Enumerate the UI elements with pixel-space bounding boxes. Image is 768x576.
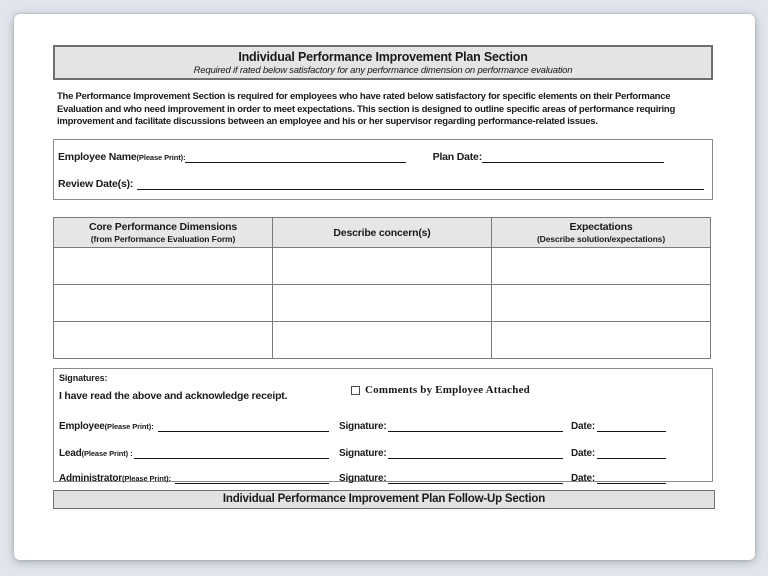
lead-print-label: Lead: [59, 448, 82, 459]
lead-date-field[interactable]: [597, 447, 666, 459]
administrator-please-print-label: (Please Print):: [121, 474, 171, 483]
form-document-sheet: [14, 14, 755, 560]
lead-signature-label: Signature:: [339, 448, 387, 459]
review-dates-label: Review Date(s):: [58, 178, 134, 190]
column-header-core-performance-dimensions: Core Performance Dimensions (from Performance Evaluation Form): [54, 218, 273, 248]
followup-section-bar: Individual Performance Improvement Plan Follow-Up Section: [53, 490, 715, 509]
employee-name-please-print-label: (Please Print):: [136, 153, 186, 162]
employee-print-field[interactable]: [158, 420, 329, 432]
administrator-signature-row: [59, 470, 666, 484]
expectation-cell-field[interactable]: [492, 285, 711, 322]
employee-plan-date-row: [58, 151, 664, 163]
comments-attached-checkbox[interactable]: [351, 386, 360, 395]
signatures-box: [53, 368, 713, 482]
administrator-print-label: Administrator: [59, 473, 122, 484]
lead-date-label: Date:: [571, 448, 596, 459]
employee-name-label: Employee Name: [58, 151, 137, 163]
acknowledgement-text: I have read the above and acknowledge receipt.: [59, 390, 288, 402]
employee-name-field[interactable]: [185, 151, 405, 163]
expectation-cell-field[interactable]: [492, 322, 711, 359]
employee-print-label: Employee: [59, 421, 105, 432]
concern-cell-field[interactable]: [273, 248, 492, 285]
employee-signature-field[interactable]: [388, 420, 563, 432]
dimension-cell-field[interactable]: [54, 285, 273, 322]
administrator-signature-label: Signature:: [339, 473, 387, 484]
comments-checkbox-group: [351, 384, 530, 396]
employee-please-print-label: (Please Print):: [104, 422, 154, 431]
form-subtitle: Required if rated below satisfactory for any performance dimension on performance evaluation: [193, 65, 573, 76]
lead-signature-field[interactable]: [388, 447, 563, 459]
expectation-cell-field[interactable]: [492, 248, 711, 285]
administrator-date-field[interactable]: [597, 472, 666, 484]
intro-paragraph: The Performance Improvement Section is required for employees who have rated below satisfactory for specific elements on their Performance Evaluation and who need improvement in order to meet expectations. This section is designed to outline specific areas of performance requiring improvement and facilitate discussions between an employee and his or her supervisor regarding performance-related issues.: [57, 91, 676, 128]
administrator-print-field[interactable]: [175, 472, 329, 484]
plan-date-field[interactable]: [482, 151, 664, 163]
comments-checkbox-label: Comments by Employee Attached: [365, 384, 530, 396]
review-dates-row: [58, 178, 704, 190]
lead-signature-row: [59, 445, 666, 459]
employee-date-label: Date:: [571, 421, 596, 432]
form-header-bar: [53, 45, 713, 80]
employee-signature-label: Signature:: [339, 421, 387, 432]
review-dates-field[interactable]: [137, 178, 704, 190]
performance-dimensions-table: [53, 217, 711, 359]
dimension-cell-field[interactable]: [54, 248, 273, 285]
employee-info-box: [53, 139, 713, 200]
plan-date-label: Plan Date:: [432, 151, 482, 163]
concern-cell-field[interactable]: [273, 322, 492, 359]
signatures-section-label: Signatures:: [59, 373, 108, 383]
table-row: [54, 285, 711, 322]
employee-date-field[interactable]: [597, 420, 666, 432]
column-header-describe-concerns: Describe concern(s): [273, 218, 492, 248]
lead-print-field[interactable]: [134, 447, 329, 459]
administrator-signature-field[interactable]: [388, 472, 563, 484]
form-title: Individual Performance Improvement Plan Section: [238, 50, 528, 64]
table-header-row: [54, 218, 711, 248]
administrator-date-label: Date:: [571, 473, 596, 484]
dimension-cell-field[interactable]: [54, 322, 273, 359]
column-header-expectations: Expectations (Describe solution/expectations): [492, 218, 711, 248]
table-row: [54, 248, 711, 285]
employee-signature-row: [59, 418, 666, 432]
table-row: [54, 322, 711, 359]
concern-cell-field[interactable]: [273, 285, 492, 322]
lead-please-print-label: (Please Print) :: [81, 449, 133, 458]
